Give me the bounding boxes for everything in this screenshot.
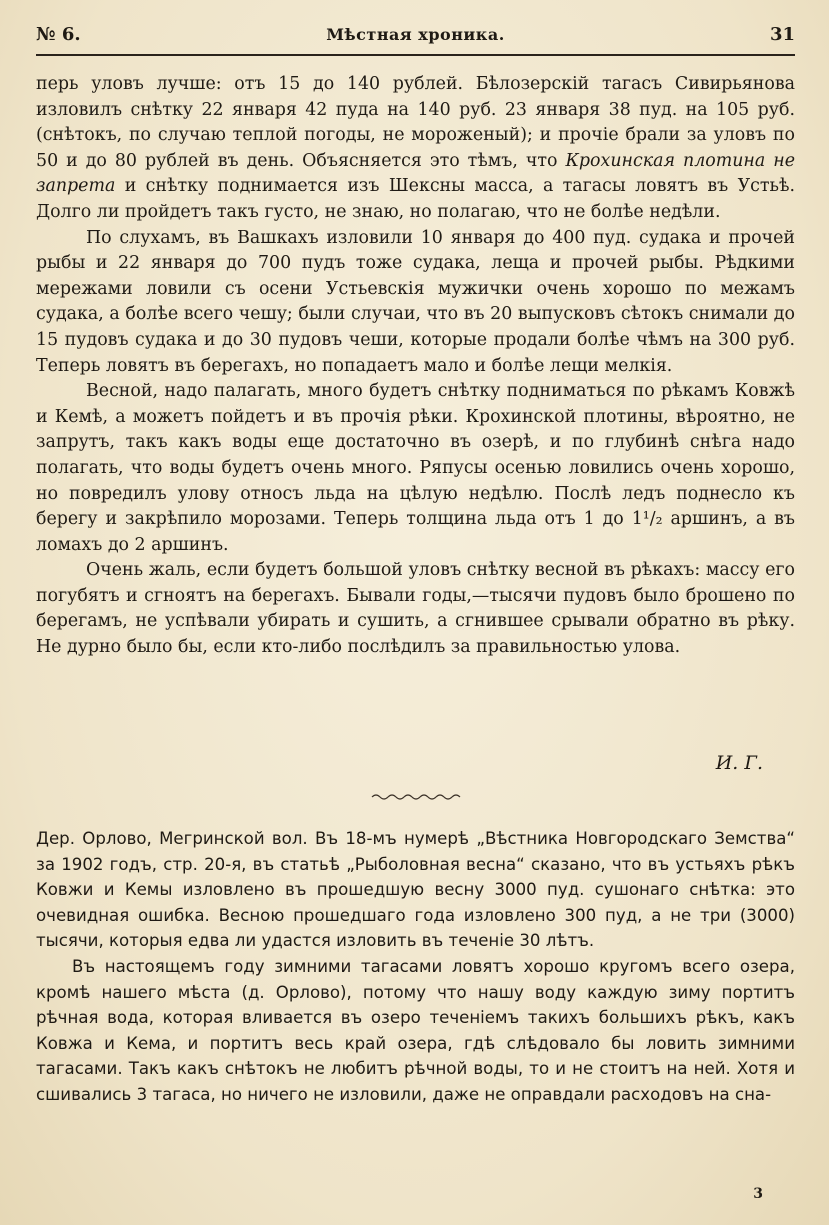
page-number: 31 [769,24,795,45]
article-1-paragraph-3: Весной, надо палагать, много будетъ снѣтку подниматься по рѣкамъ Ковжѣ и Кемѣ, а можетъ пойдетъ и въ прочія рѣки. Крохинской плотины, вѣроятно, не запрутъ, такъ какъ воды еще достаточно въ озерѣ, и по глубинѣ снѣга надо полагать, что воды будетъ очень много. Ряпусы осенью ловились очень хорошо, но повредилъ улову относъ льда на цѣлую недѣлю. Послѣ ледъ поднесло къ берегу и закрѣпило морозами. Теперь толщина льда отъ 1 до 1¹/₂ аршинъ, а въ ломахъ до 2 аршинъ. [36,381,795,555]
article-2 [36,826,795,1108]
section-divider [370,792,462,802]
article-1-paragraph-1: перь уловъ лучше: отъ 15 до 140 рублей. Бѣлозерскій тагасъ Сивирьянова изловилъ снѣтку 22 января 42 пуда на 140 руб. 23 января 38 пуд. на 105 руб. (снѣтокъ, по случаю теплой погоды, не мороженый); и прочіе брали за уловъ по 50 и до 80 рублей въ день. Объясняется это тѣмъ, что Крохинская плотина не запрета и снѣтку поднимается изъ Шексны масса, а тагасы ловятъ въ Устьѣ. Долго ли пройдетъ такъ густо, не знаю, но полагаю, что не болѣе недѣли. [36,74,795,222]
article-2-paragraph-2: Въ настоящемъ году зимними тагасами ловятъ хорошо кругомъ всего озера, кромѣ нашего мѣста (д. Орлово), потому что нашу воду каждую зиму портитъ рѣчная вода, которая вливается въ озеро теченіемъ такихъ большихъ рѣкъ, какъ Ковжа и Кема, и портитъ весь край озера, гдѣ слѣдовало бы ловить зимними тагасами. Такъ какъ снѣтокъ не любитъ рѣчной воды, то и не стоитъ на ней. Хотя и сшивались 3 тагаса, но ничего не изловили, даже не оправдали расходовъ на сна- [36,956,795,1104]
section-title: Мѣстная хроника. [326,25,505,44]
article-1-paragraph-2: По слухамъ, въ Вашкахъ изловили 10 января до 400 пуд. судака и прочей рыбы и 22 января до 700 пудъ тоже судака, леща и прочей рыбы. Рѣдкими мережами ловили съ осени Устьевскія мужички очень хорошо по межамъ судака, а болѣе всего чешу; были случаи, что въ 20 выпусковъ сѣтокъ снимали до 15 пудовъ судака и до 30 пудовъ чеши, которые продали болѣе чѣмъ на 300 руб. Теперь ловятъ въ берегахъ, но попадаетъ мало и болѣе лещи мелкія. [36,227,795,376]
author-signature: И. Г. [715,752,763,774]
italic-phrase: Крохинская плотина не запрета [36,150,795,197]
article-2-paragraph-1: Дер. Орлово, Мегринской вол. Въ 18-мъ нумерѣ „Вѣстника Новгородскаго Земства“ за 1902 годъ, стр. 20-я, въ статьѣ „Рыболовная весна“ сказано, что въ устьяхъ рѣкъ Ковжи и Кемы изловлено въ прошедшую весну 3000 пуд. сушонаго снѣтка: это очевидная ошибка. Весною прошедшаго года изловлено 300 пуд, а не три (3000) тысячи, которыя едва ли удастся изловить въ теченіе 30 лѣтъ. [36,829,795,951]
issue-number: № 6. [36,24,81,45]
article-1-paragraph-4: Очень жаль, если будетъ большой уловъ снѣтку весной въ рѣкахъ: массу его погубятъ и сгноятъ на берегахъ. Бывали годы,—тысячи пудовъ было брошено по берегамъ, не успѣвали убирать и сушить, а сгнившее срывали обратно въ рѣку. Не дурно было бы, если кто-либо послѣдилъ за правильностью улова. [36,560,795,658]
article-1 [36,72,795,661]
printer-signature-mark: 3 [753,1186,763,1202]
page-header [36,18,795,56]
